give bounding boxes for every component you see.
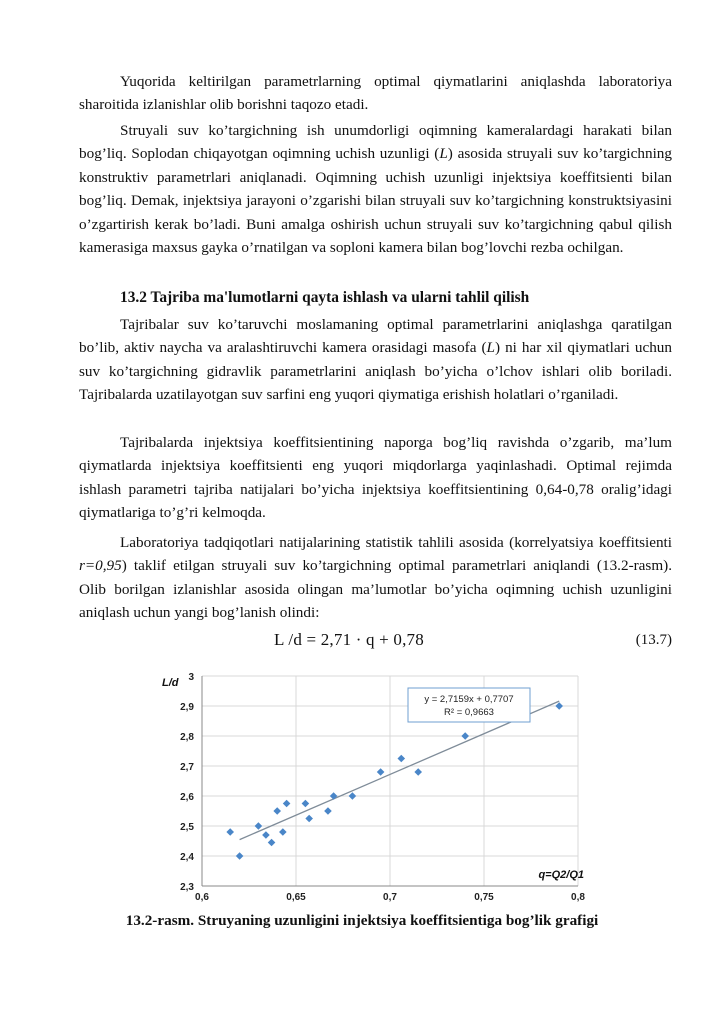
equation-label: y = 2,7159x + 0,7707 <box>424 694 514 705</box>
data-point <box>262 831 270 839</box>
data-point <box>302 800 310 808</box>
paragraph-struyali: Struyali suv ko’targichning ish unumdorligi oqimning kameralardagi harakati bilan bog’liq. Soplodan chiqayotgan oqimning uchish uzunligi (L) asosida struyali suv ko’targichning konstruktiv parametrlari aniqlanadi. Oqimning uchish uzunligi injektsiya koeffitsienti bilan bog’liq. Demak, injektsiya jarayoni o’zgarishi bilan struyali suv ko’targichning konstruktsiyasini o’zgartirish kerak bo’ladi. Buni amalga oshirish uchun struyali suv ko’targichning qabul qilish kamerasiga maxsus gayka o’rnatilgan va soploni kamera bilan bog’lovchi rezba ochilgan. <box>79 122 672 257</box>
formula-expression: L /d = 2,71 · q + 0,78 <box>274 630 424 649</box>
y-tick-label: 2,3 <box>180 882 194 893</box>
data-point <box>305 815 313 823</box>
x-tick-label: 0,65 <box>286 892 306 903</box>
data-point <box>279 828 287 836</box>
r-squared-label: R² = 0,9663 <box>444 707 494 718</box>
y-tick-label: 2,8 <box>180 732 194 743</box>
data-point <box>226 828 234 836</box>
paragraph-tajribalar: Tajribalar suv ko’taruvchi moslamaning optimal parametrlarini aniqlashga qaratilgan bo’lib, aktiv naycha va aralashtiruvchi kamera orasidagi masofa (L) ni har xil qiymatlari uchun suv ko’targichning gidravlik parametrlarini aniqlash bo’yicha o’lchov ishlari olib boriladi. Tajribalarda uzatilayotgan suv sarfini eng yuqori qiymatiga erishish holatlari o’rganiladi. <box>79 316 672 404</box>
data-point <box>414 768 422 776</box>
scatter-chart <box>160 666 600 906</box>
data-point <box>349 792 357 800</box>
x-tick-label: 0,6 <box>195 892 209 903</box>
figure-caption: 13.2-rasm. Struyaning uzunligini injektsiya koeffitsientiga bog’lik grafigi <box>125 912 599 929</box>
x-tick-label: 0,8 <box>571 892 585 903</box>
paragraph-intro: Yuqorida keltirilgan parametrlarning optimal qiymatlarini aniqlashda laboratoriya sharoitida izlanishlar olib borishni taqozo etadi. <box>79 73 672 114</box>
data-point <box>273 807 281 815</box>
data-point <box>283 800 291 808</box>
y-tick-label: 2,9 <box>180 702 194 713</box>
y-tick-label: 2,7 <box>180 762 194 773</box>
y-tick-label: 2,5 <box>180 822 194 833</box>
paragraph-injektsiya: Tajribalarda injektsiya koeffitsientining naporga bog’liq ravishda o’zgarib, ma’lum qiymatlarda injektsiya koeffitsienti eng yuqori miqdorlarga yaqinlashadi. Optimal rejimda ishlash parametri tajriba natijalari bo’yicha injektsiya koeffitsientining 0,64-0,78 oralig’idagi qiymatlariga to’g’ri kelmoqda. <box>79 434 672 522</box>
x-tick-label: 0,75 <box>474 892 494 903</box>
data-point <box>330 792 338 800</box>
chart-points <box>226 702 563 860</box>
x-axis-label: q=Q2/Q1 <box>538 869 584 881</box>
y-axis-label: L/d <box>162 677 179 689</box>
data-point <box>397 755 405 763</box>
data-point <box>236 852 244 860</box>
section-heading: 13.2 Tajriba ma'lumotlarni qayta ishlash va ularni tahlil qilish <box>120 289 530 306</box>
chart-labels <box>162 672 585 903</box>
data-point <box>461 732 469 740</box>
data-point <box>324 807 332 815</box>
y-tick-label: 3 <box>188 672 194 683</box>
x-tick-label: 0,7 <box>383 892 397 903</box>
y-tick-label: 2,6 <box>180 792 194 803</box>
formula-13-7 <box>0 630 724 656</box>
formula-number: (13.7) <box>635 632 672 648</box>
data-point <box>377 768 385 776</box>
data-point <box>268 839 276 847</box>
data-point <box>255 822 263 830</box>
data-point <box>555 702 563 710</box>
y-tick-label: 2,4 <box>180 852 194 863</box>
paragraph-laboratoriya: Laboratoriya tadqiqotlari natijalarining statistik tahlili asosida (korrelyatsiya koeffitsienti r=0,95) taklif etilgan struyali suv ko’targichning optimal parametrlari aniqlandi (13.2-rasm). Olib borilgan izlanishlar asosida olingan ma’lumotlar bo’yicha oqimning uchish uzunligini aniqlash uchun yangi bog’lanish olindi: <box>79 534 672 622</box>
